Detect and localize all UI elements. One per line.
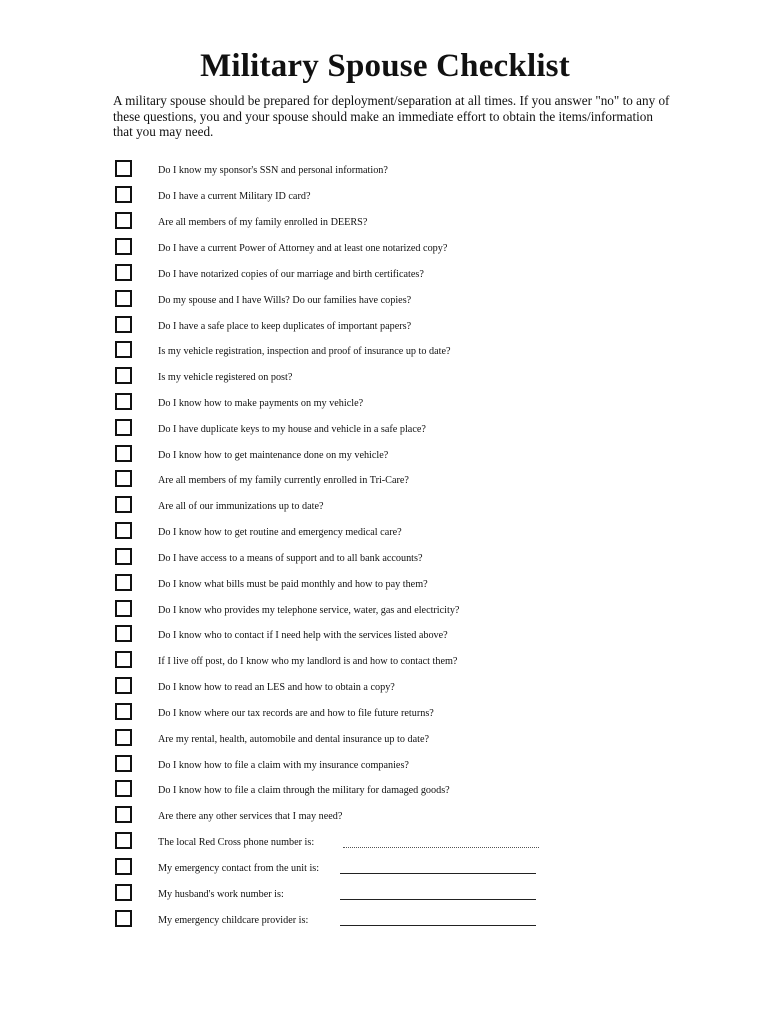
question-text: Do I have access to a means of support and to all bank accounts? [158,553,423,564]
question-text: Do I know my sponsor's SSN and personal information? [158,165,388,176]
checkbox[interactable] [115,651,132,668]
checklist-field [0,858,770,878]
question-text: Do I know who to contact if I need help with the services listed above? [158,630,448,641]
checkbox[interactable] [115,910,132,927]
question-text: If I live off post, do I know who my landlord is and how to contact them? [158,656,458,667]
checklist-item [0,703,770,723]
question-text: Are all members of my family currently enrolled in Tri-Care? [158,475,409,486]
question-text: Do I have notarized copies of our marriage and birth certificates? [158,269,424,280]
checklist-item [0,806,770,826]
question-text: Do I know who provides my telephone service, water, gas and electricity? [158,605,460,616]
checklist-item [0,160,770,180]
checklist-item [0,186,770,206]
checkbox[interactable] [115,884,132,901]
question-text: Do I have duplicate keys to my house and vehicle in a safe place? [158,424,426,435]
checkbox[interactable] [115,780,132,797]
checkbox[interactable] [115,755,132,772]
field-label: My husband's work number is: [158,889,284,900]
checklist-item [0,677,770,697]
field-label: The local Red Cross phone number is: [158,837,315,848]
checklist-item [0,238,770,258]
checkbox[interactable] [115,600,132,617]
checklist-item [0,522,770,542]
checklist-item [0,625,770,645]
checklist-item [0,729,770,749]
checkbox[interactable] [115,548,132,565]
checkbox[interactable] [115,806,132,823]
checkbox[interactable] [115,677,132,694]
checklist-field [0,884,770,904]
question-text: Do I know how to make payments on my vehicle? [158,398,364,409]
checkbox[interactable] [115,522,132,539]
checklist-item [0,548,770,568]
checkbox[interactable] [115,858,132,875]
question-text: Do I know how to file a claim with my insurance companies? [158,760,409,771]
checkbox[interactable] [115,212,132,229]
question-text: Do I have a safe place to keep duplicates of important papers? [158,321,412,332]
checklist-field [0,910,770,930]
question-text: Are there any other services that I may need? [158,811,343,822]
fill-in-line[interactable] [340,925,536,926]
question-text: Do my spouse and I have Wills? Do our families have copies? [158,295,412,306]
checklist-field [0,832,770,852]
checklist-item [0,341,770,361]
checklist-item [0,264,770,284]
checklist-item [0,212,770,232]
checkbox[interactable] [115,574,132,591]
question-text: Do I have a current Military ID card? [158,191,311,202]
question-text: Do I know how to file a claim through the military for damaged goods? [158,785,450,796]
fill-in-line[interactable] [343,847,539,848]
question-text: Is my vehicle registered on post? [158,372,293,383]
checkbox[interactable] [115,703,132,720]
checklist-item [0,445,770,465]
checklist-item [0,574,770,594]
checklist-item [0,316,770,336]
question-text: Are my rental, health, automobile and dental insurance up to date? [158,734,430,745]
field-label: My emergency contact from the unit is: [158,863,320,874]
checklist-item [0,367,770,387]
checkbox[interactable] [115,393,132,410]
checklist-item [0,651,770,671]
checklist-item [0,600,770,620]
checklist-item [0,290,770,310]
checkbox[interactable] [115,832,132,849]
checklist-item [0,780,770,800]
fill-in-line[interactable] [340,899,536,900]
checkbox[interactable] [115,445,132,462]
checkbox[interactable] [115,186,132,203]
checkbox[interactable] [115,729,132,746]
question-text: Do I know where our tax records are and how to file future returns? [158,708,434,719]
checkbox[interactable] [115,496,132,513]
checkbox[interactable] [115,470,132,487]
checklist-item [0,470,770,490]
page-title: Military Spouse Checklist [200,48,570,84]
question-text: Do I know how to read an LES and how to obtain a copy? [158,682,395,693]
checkbox[interactable] [115,341,132,358]
checkbox[interactable] [115,625,132,642]
checkbox[interactable] [115,290,132,307]
checklist-item [0,419,770,439]
checkbox[interactable] [115,160,132,177]
question-text: Is my vehicle registration, inspection and proof of insurance up to date? [158,346,451,357]
checkbox[interactable] [115,419,132,436]
checklist-item [0,496,770,516]
question-text: Do I know how to get routine and emergency medical care? [158,527,402,538]
checkbox[interactable] [115,367,132,384]
question-text: Do I know how to get maintenance done on my vehicle? [158,450,389,461]
checkbox[interactable] [115,238,132,255]
checkbox[interactable] [115,264,132,281]
intro-paragraph: A military spouse should be prepared for deployment/separation at all times. If you answer "no" to any of these questions, you and your spouse should make an immediate effort to obtain the items/information that you may need. [113,93,670,139]
checklist-item [0,393,770,413]
question-text: Are all members of my family enrolled in DEERS? [158,217,368,228]
fill-in-line[interactable] [340,873,536,874]
checkbox[interactable] [115,316,132,333]
question-text: Do I have a current Power of Attorney and at least one notarized copy? [158,243,448,254]
question-text: Do I know what bills must be paid monthly and how to pay them? [158,579,428,590]
question-text: Are all of our immunizations up to date? [158,501,324,512]
field-label: My emergency childcare provider is: [158,915,309,926]
checklist-item [0,755,770,775]
